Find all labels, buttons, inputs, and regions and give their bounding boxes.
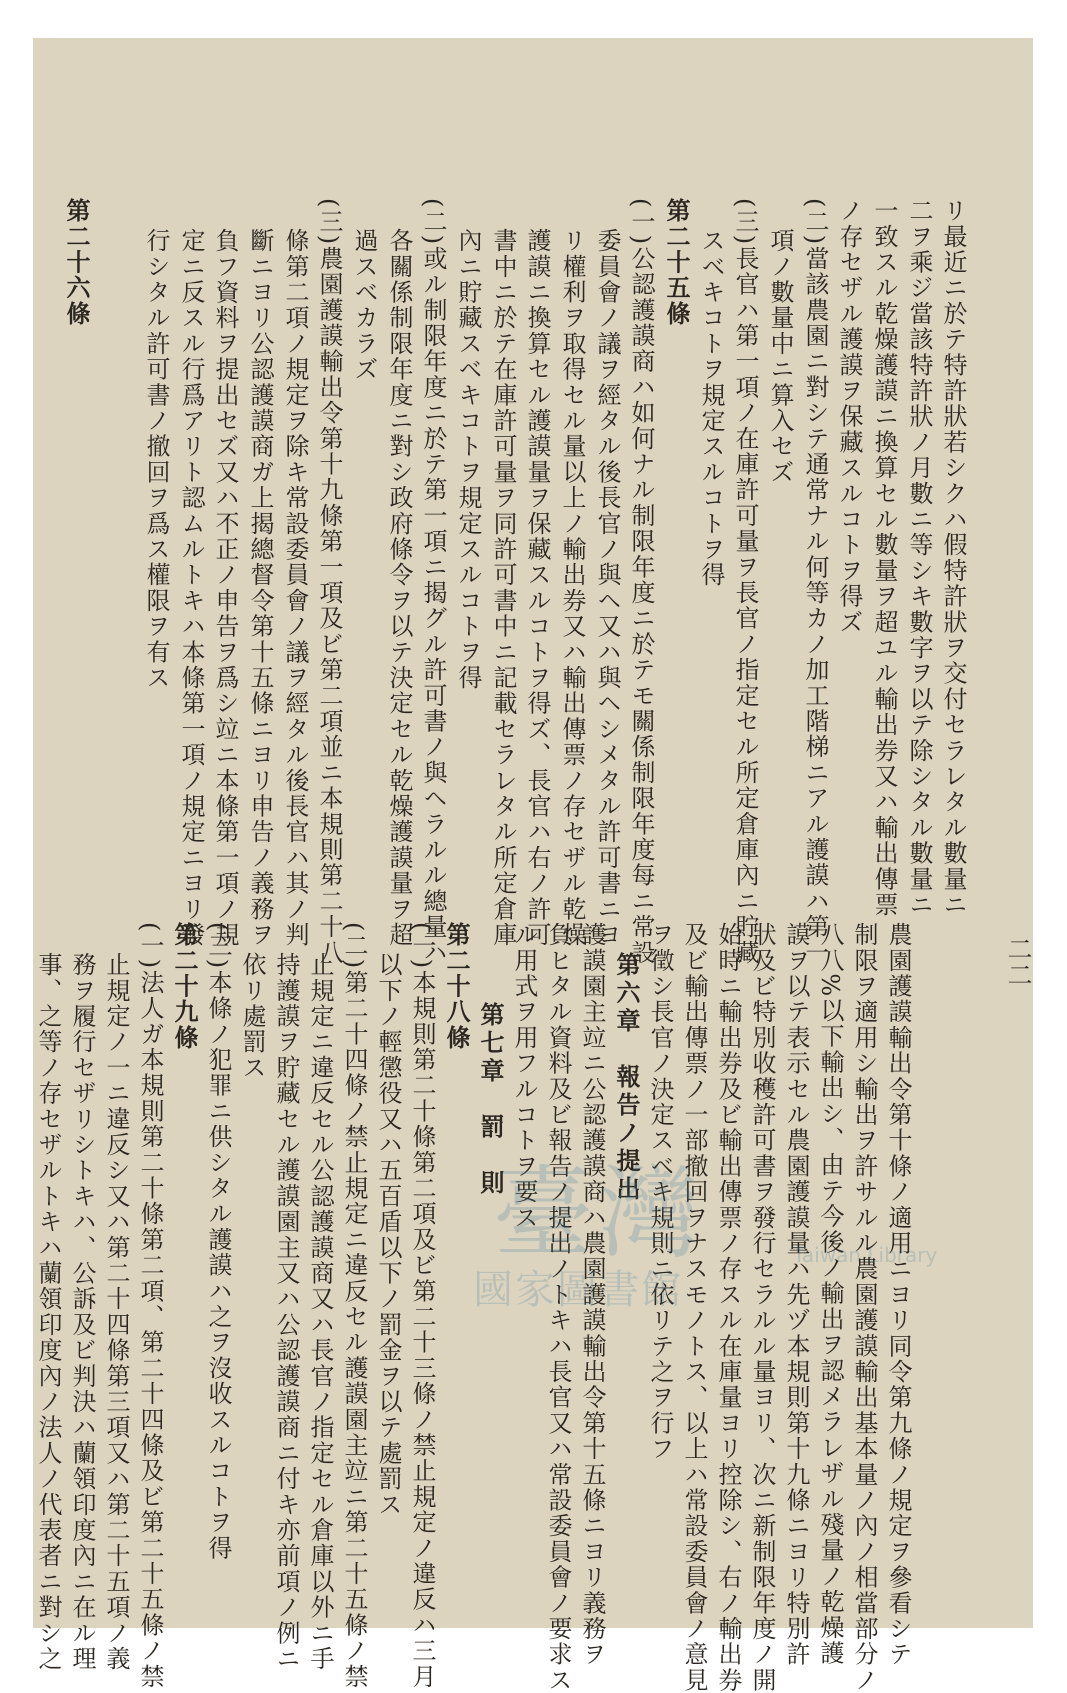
text-line: 負ヒタル資料及ビ報告ノ提出ノトキハ長官又ハ常設委員會ノ要求ス xyxy=(544,922,572,1693)
text-line: 內ニ貯藏スベキコトヲ規定スルコトヲ得 xyxy=(454,228,482,691)
text-line: 過スベカラズ xyxy=(350,228,378,383)
text-line: (二)第二十四條ノ禁止規定ニ違反セル護謨園主竝ニ第二十五條ノ禁 xyxy=(340,922,368,1690)
text-line: 止規定ニ違反セル公認護謨商又ハ長官ノ指定セル倉庫以外ニ手 xyxy=(306,952,334,1672)
text-line: ノ存セザル護謨ヲ保藏スルコトヲ得ズ xyxy=(835,198,863,635)
document-page xyxy=(33,38,1033,1693)
text-line: (一)法人ガ本規則第二十條第二項、第二十四條及ビ第二十五條ノ禁 xyxy=(136,922,164,1690)
text-line: 依リ處罰ス xyxy=(238,952,266,1081)
text-line: 及ビ輸出傳票ノ一部撤回ヲナスモノトス、以上ハ常設委員會ノ意見 xyxy=(680,922,708,1693)
text-line: (一)本規則第二十條第二項及ビ第二十三條ノ禁止規定ノ違反ハ三月 xyxy=(408,922,436,1690)
text-line: 以下ノ輕懲役又ハ五百盾以下ノ罰金ヲ以テ處罰ス xyxy=(374,952,402,1518)
text-line: 委員會ノ議ヲ經タル後長官ノ與ヘ又ハ與ヘシメタル許可書ニヨ xyxy=(593,228,621,948)
text-line: 各關係制限年度ニ對シ政府條令ヲ以テ決定セル乾燥護謨量ヲ超 xyxy=(385,228,413,948)
text-line: ル用式ヲ用フルコトヲ要ス xyxy=(510,922,538,1231)
text-line: 持護謨ヲ貯藏セル護謨園主又ハ公認護謨商ニ付キ亦前項ノ例ニ xyxy=(272,952,300,1672)
chapter-heading-6: 第六章 報告ノ提出 xyxy=(612,952,641,1204)
text-line: 一致スル乾燥護謨ニ換算セル數量ヲ超ユル輸出券又ハ輸出傳票 xyxy=(870,198,898,918)
library-watermark-text: 國家圖書館 xyxy=(473,1267,683,1313)
text-line: 制限ヲ適用シ輸出ヲ許サルル農園護謨輸出基本量ノ內ノ相當部分ノ xyxy=(850,922,878,1693)
text-line: (三)本條ノ犯罪ニ供シタル護謨ハ之ヲ沒收スルコトヲ得 xyxy=(204,922,232,1561)
text-line: (二)或ル制限年度ニ於テ第一項ニ揭グル許可書ノ與ヘラルル總量ハ xyxy=(419,198,447,966)
article-heading-25: 第二十五條 xyxy=(662,198,691,327)
text-line: (一)公認護謨商ハ如何ナル制限年度ニ於テモ關係制限年度每ニ常設 xyxy=(627,198,655,966)
text-line: 二ヲ乘ジ當該特許狀ノ月數ニ等シキ數字ヲ以テ除シタル數量ニ xyxy=(905,198,933,918)
article-heading-28: 第二十八條 xyxy=(442,922,471,1051)
text-line: 護謨ニ換算セル護謨量ヲ保藏スルコトヲ得ズ、長官ハ右ノ許可 xyxy=(523,228,551,948)
text-line: 狀及ビ特別收穫許可書ヲ發行セラルル量ヨリ、次ニ新制限年度ノ開 xyxy=(748,922,776,1693)
text-line: リ權利ヲ取得セル量以上ノ輸出券又ハ輸出傳票ノ存セザル乾燥 xyxy=(558,228,586,948)
text-line: 八八%以下輸出シ、由テ今後ノ輸出ヲ認メラレザル殘量ノ乾燥護 xyxy=(816,922,844,1667)
text-line: 農園護謨輸出令第十條ノ適用ニヨリ同令第九條ノ規定ヲ參看シテ xyxy=(884,922,912,1668)
text-line: 止規定ノ一ニ違反シ又ハ第二十四條第三項又ハ第二十五項ノ義 xyxy=(102,952,130,1672)
library-watermark-latin: Taiwan Library xyxy=(793,1243,938,1267)
text-line: 條第二項ノ規定ヲ除キ常設委員會ノ議ヲ經タル後長官ハ其ノ判 xyxy=(281,228,309,948)
text-line: 護謨園主竝ニ公認護謨商ハ農園護謨輸出令第十五條ニヨリ義務ヲ xyxy=(578,922,606,1668)
text-line: リ最近ニ於テ特許狀若シクハ假特許狀ヲ交付セラレタル數量ニ xyxy=(939,198,967,918)
text-line: 務ヲ履行セザリシトキハ、公訴及ビ判決ハ蘭領印度內ニ在ル理 xyxy=(68,952,96,1672)
text-line: (三)農園護謨輸出令第十九條第一項及ビ第二項並ニ本規則第二十八 xyxy=(315,198,343,966)
text-line: スベキコトヲ規定スルコトヲ得 xyxy=(697,228,725,588)
text-line: 謨ヲ以テ表示セル農園護謨量ハ先ヅ本規則第十九條ニヨリ特別許 xyxy=(782,922,810,1668)
text-line: 行シタル許可書ノ撤回ヲ爲ス權限ヲ有ス xyxy=(142,228,170,691)
text-line: ヲ徵シ長官ノ決定スベキ規則ニ依リテ之ヲ行フ xyxy=(646,922,674,1462)
text-line: 斷ニヨリ公認護謨商ガ上揭總督令第十五條ニヨリ申告ノ義務ヲ xyxy=(246,228,274,948)
text-line: (三)長官ハ第一項ノ在庫許可量ヲ長官ノ指定セル所定倉庫內ニ貯藏 xyxy=(731,198,759,966)
text-line: 定ニ反スル行爲アリト認ムルトキハ本條第一項ノ規定ニヨリ發 xyxy=(177,228,205,948)
page-number: 二二 xyxy=(1004,936,1033,988)
article-heading-26: 第二十六條 xyxy=(62,198,91,327)
chapter-heading-7: 第七章 罰 則 xyxy=(476,1002,505,1198)
text-line: 書中ニ於テ在庫許可量ヲ同許可書中ニ記載セラレタル所定倉庫 xyxy=(489,228,517,948)
text-line: 項ノ數量中ニ算入セズ xyxy=(766,228,794,485)
text-line: 事、之等ノ存セザルトキハ蘭領印度內ノ法人ノ代表者ニ對シ之 xyxy=(34,952,62,1672)
text-line: 負フ資料ヲ提出セズ又ハ不正ノ申告ヲ爲シ竝ニ本條第一項ノ規 xyxy=(211,228,239,948)
text-line: (二)當該農園ニ對シテ通常ナル何等カノ加工階梯ニアル護謨ハ第一 xyxy=(801,198,829,966)
library-watermark-logo: 臺灣 xyxy=(493,1155,705,1272)
text-line: 始時ニ輸出券及ビ輸出傳票ノ存スル在庫量ヨリ控除シ、右ノ輸出券 xyxy=(714,922,742,1693)
article-heading-29: 第二十九條 xyxy=(170,922,199,1051)
